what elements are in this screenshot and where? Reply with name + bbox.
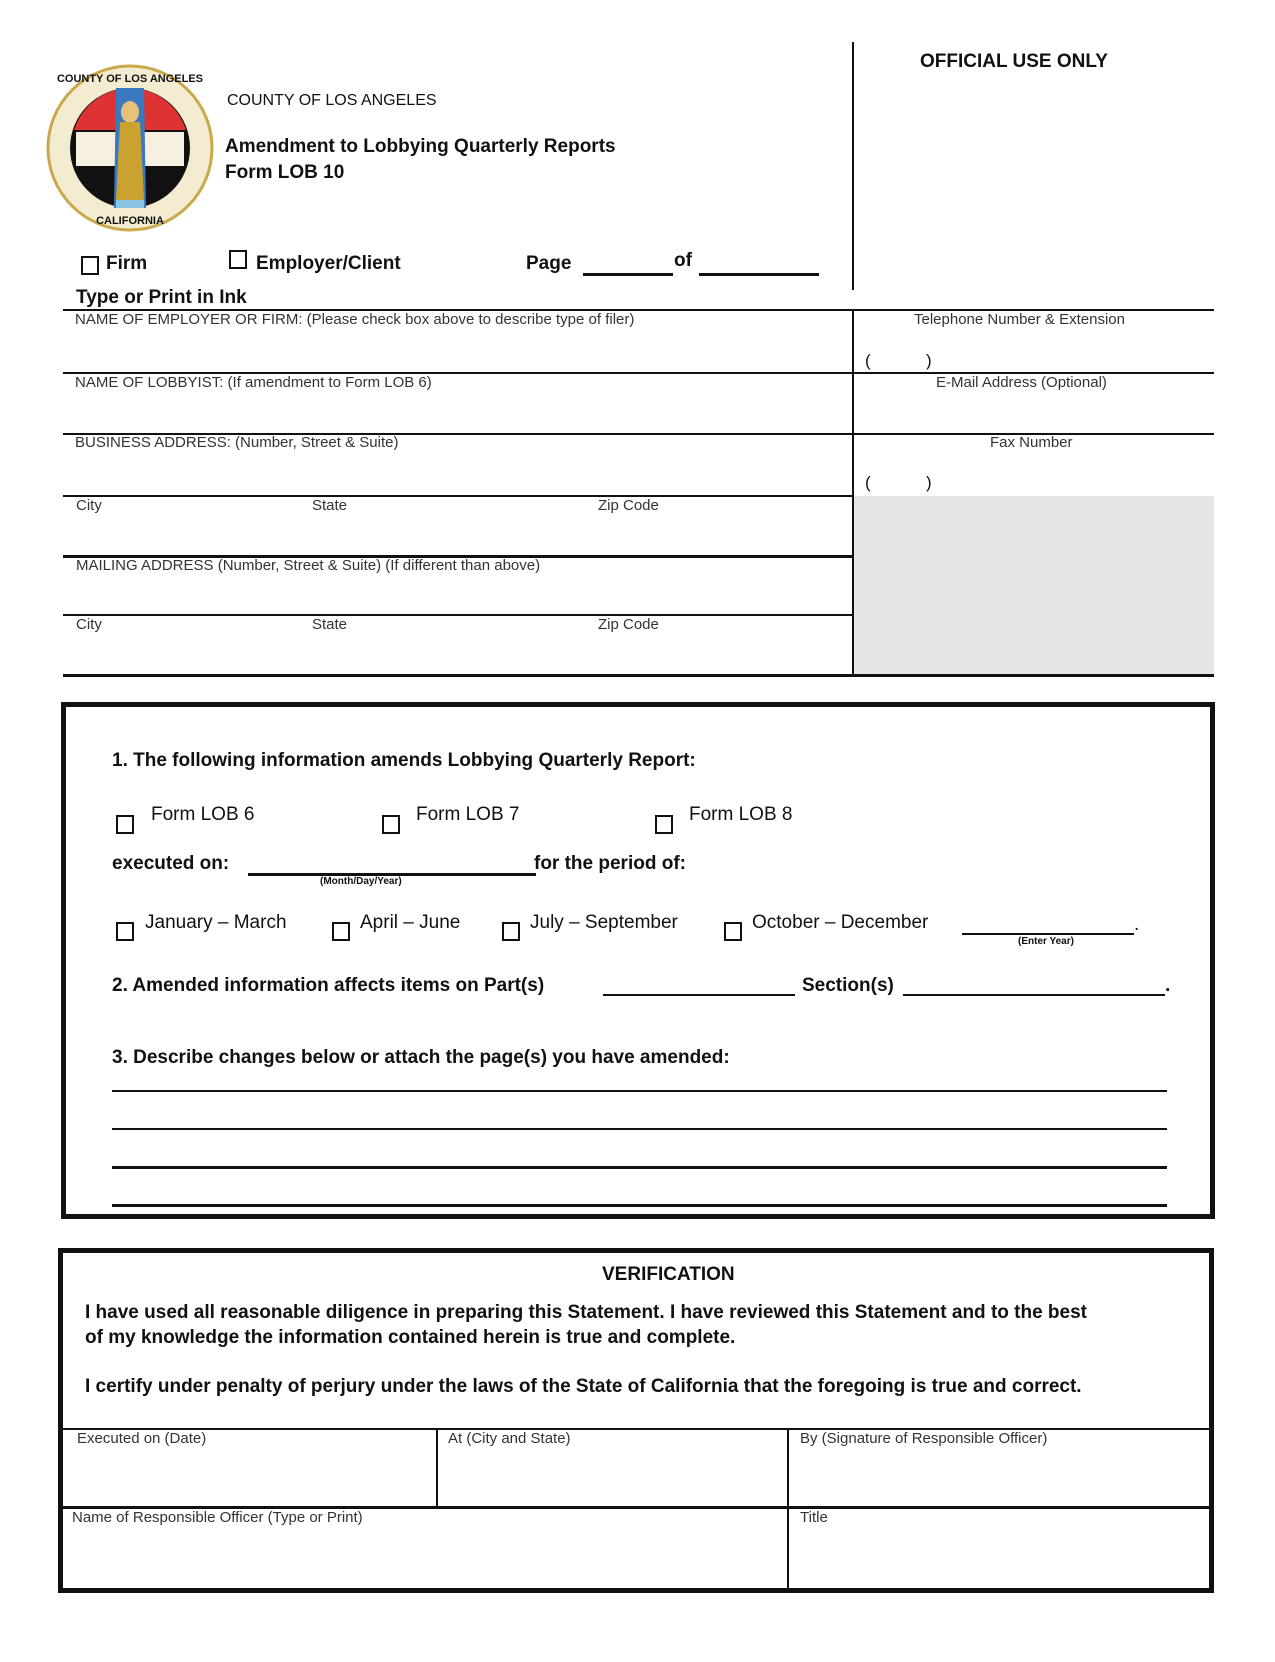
city-state-field[interactable]: At (City and State) bbox=[448, 1430, 571, 1447]
q1-label: January – March bbox=[145, 912, 287, 933]
sections-field[interactable] bbox=[903, 994, 1165, 996]
form-lob-6-checkbox[interactable] bbox=[116, 815, 134, 834]
period-label: for the period of: bbox=[534, 853, 686, 874]
telephone-area-open: ( bbox=[865, 351, 871, 370]
verification-statement-1: I have used all reasonable diligence in preparing this Statement. I have reviewed this Statement and to the best bbox=[85, 1302, 1087, 1323]
divider bbox=[63, 495, 853, 497]
lobbyist-name-field[interactable]: NAME OF LOBBYIST: (If amendment to Form LOB 6) bbox=[75, 374, 432, 391]
mailing-state-field[interactable]: State bbox=[312, 616, 348, 633]
q2-checkbox[interactable] bbox=[332, 922, 350, 941]
business-city-field[interactable]: City bbox=[76, 497, 102, 514]
form-lob-7-label: Form LOB 7 bbox=[416, 804, 520, 825]
form-title: Amendment to Lobbying Quarterly Reports bbox=[225, 136, 616, 157]
page-total-field[interactable] bbox=[699, 273, 819, 276]
svg-text:CALIFORNIA: CALIFORNIA bbox=[96, 215, 164, 227]
q3-label: July – September bbox=[530, 912, 678, 933]
telephone-field[interactable]: Telephone Number & Extension bbox=[914, 311, 1125, 328]
changes-line[interactable] bbox=[112, 1166, 1167, 1169]
date-format-hint: (Month/Day/Year) bbox=[320, 876, 402, 887]
county-seal-logo bbox=[46, 64, 214, 232]
form-lob-8-label: Form LOB 8 bbox=[689, 804, 793, 825]
employer-name-field[interactable]: NAME OF EMPLOYER OR FIRM: (Please check box above to describe type of filer) bbox=[75, 311, 635, 328]
executed-on-label: executed on: bbox=[112, 853, 230, 874]
year-field[interactable] bbox=[962, 933, 1134, 935]
year-period: . bbox=[1134, 914, 1140, 935]
firm-label: Firm bbox=[106, 253, 148, 274]
amendment-section bbox=[61, 702, 1215, 1219]
fax-area-open: ( bbox=[865, 473, 871, 492]
item-2-period: . bbox=[1165, 975, 1171, 996]
executed-date-field[interactable]: Executed on (Date) bbox=[77, 1430, 207, 1447]
business-state-field[interactable]: State bbox=[312, 497, 348, 514]
perjury-statement: I certify under penalty of perjury under the laws of the State of California that the foregoing is true and correct. bbox=[85, 1376, 1082, 1397]
q3-checkbox[interactable] bbox=[502, 922, 520, 941]
mailing-address-field[interactable]: MAILING ADDRESS (Number, Street & Suite) (If different than above) bbox=[76, 557, 541, 574]
mailing-city-field[interactable]: City bbox=[76, 616, 102, 633]
official-use-shaded-area bbox=[854, 496, 1214, 674]
officer-title-field[interactable]: Title bbox=[800, 1509, 828, 1526]
changes-line[interactable] bbox=[112, 1090, 1167, 1092]
instruction-text: Type or Print in Ink bbox=[76, 287, 247, 308]
firm-checkbox[interactable] bbox=[81, 256, 99, 275]
officer-name-field[interactable]: Name of Responsible Officer (Type or Print) bbox=[72, 1509, 363, 1526]
business-zip-field[interactable]: Zip Code bbox=[598, 497, 659, 514]
divider bbox=[63, 614, 853, 616]
official-use-divider bbox=[852, 42, 854, 290]
employer-client-checkbox[interactable] bbox=[229, 250, 247, 269]
parts-field[interactable] bbox=[603, 994, 795, 996]
divider bbox=[787, 1429, 789, 1589]
county-name: COUNTY OF LOS ANGELES bbox=[227, 92, 437, 109]
svg-text:COUNTY OF LOS ANGELES: COUNTY OF LOS ANGELES bbox=[56, 73, 204, 85]
item-1-text: 1. The following information amends Lobbying Quarterly Report: bbox=[112, 750, 696, 771]
divider bbox=[436, 1429, 438, 1507]
fax-field[interactable]: Fax Number bbox=[990, 434, 1073, 451]
item-3-text: 3. Describe changes below or attach the page(s) you have amended: bbox=[112, 1047, 730, 1068]
year-hint: (Enter Year) bbox=[1018, 936, 1074, 947]
business-address-field[interactable]: BUSINESS ADDRESS: (Number, Street & Suite) bbox=[75, 434, 399, 451]
item-2-text: 2. Amended information affects items on Part(s) bbox=[112, 975, 545, 996]
verification-title: VERIFICATION bbox=[602, 1264, 735, 1285]
of-label: of bbox=[674, 250, 692, 271]
official-use-heading: OFFICIAL USE ONLY bbox=[920, 51, 1108, 72]
changes-line[interactable] bbox=[112, 1128, 1167, 1130]
fax-area-close: ) bbox=[926, 473, 932, 492]
mailing-zip-field[interactable]: Zip Code bbox=[598, 616, 659, 633]
changes-line[interactable] bbox=[112, 1204, 1167, 1207]
email-field[interactable]: E-Mail Address (Optional) bbox=[936, 374, 1107, 391]
form-lob-8-checkbox[interactable] bbox=[655, 815, 673, 834]
divider bbox=[63, 674, 1214, 677]
form-id: Form LOB 10 bbox=[225, 162, 345, 183]
form-lob-6-label: Form LOB 6 bbox=[151, 804, 255, 825]
q1-checkbox[interactable] bbox=[116, 922, 134, 941]
page-label: Page bbox=[526, 253, 572, 274]
form-lob-7-checkbox[interactable] bbox=[382, 815, 400, 834]
q4-label: October – December bbox=[752, 912, 929, 933]
verification-statement-2: of my knowledge the information contained herein is true and complete. bbox=[85, 1327, 736, 1348]
sections-label: Section(s) bbox=[802, 975, 894, 996]
verification-section bbox=[58, 1248, 1214, 1593]
q4-checkbox[interactable] bbox=[724, 922, 742, 941]
employer-client-label: Employer/Client bbox=[256, 253, 401, 274]
telephone-area-close: ) bbox=[926, 351, 932, 370]
q2-label: April – June bbox=[360, 912, 461, 933]
signature-field[interactable]: By (Signature of Responsible Officer) bbox=[800, 1430, 1048, 1447]
page-number-field[interactable] bbox=[583, 273, 673, 276]
